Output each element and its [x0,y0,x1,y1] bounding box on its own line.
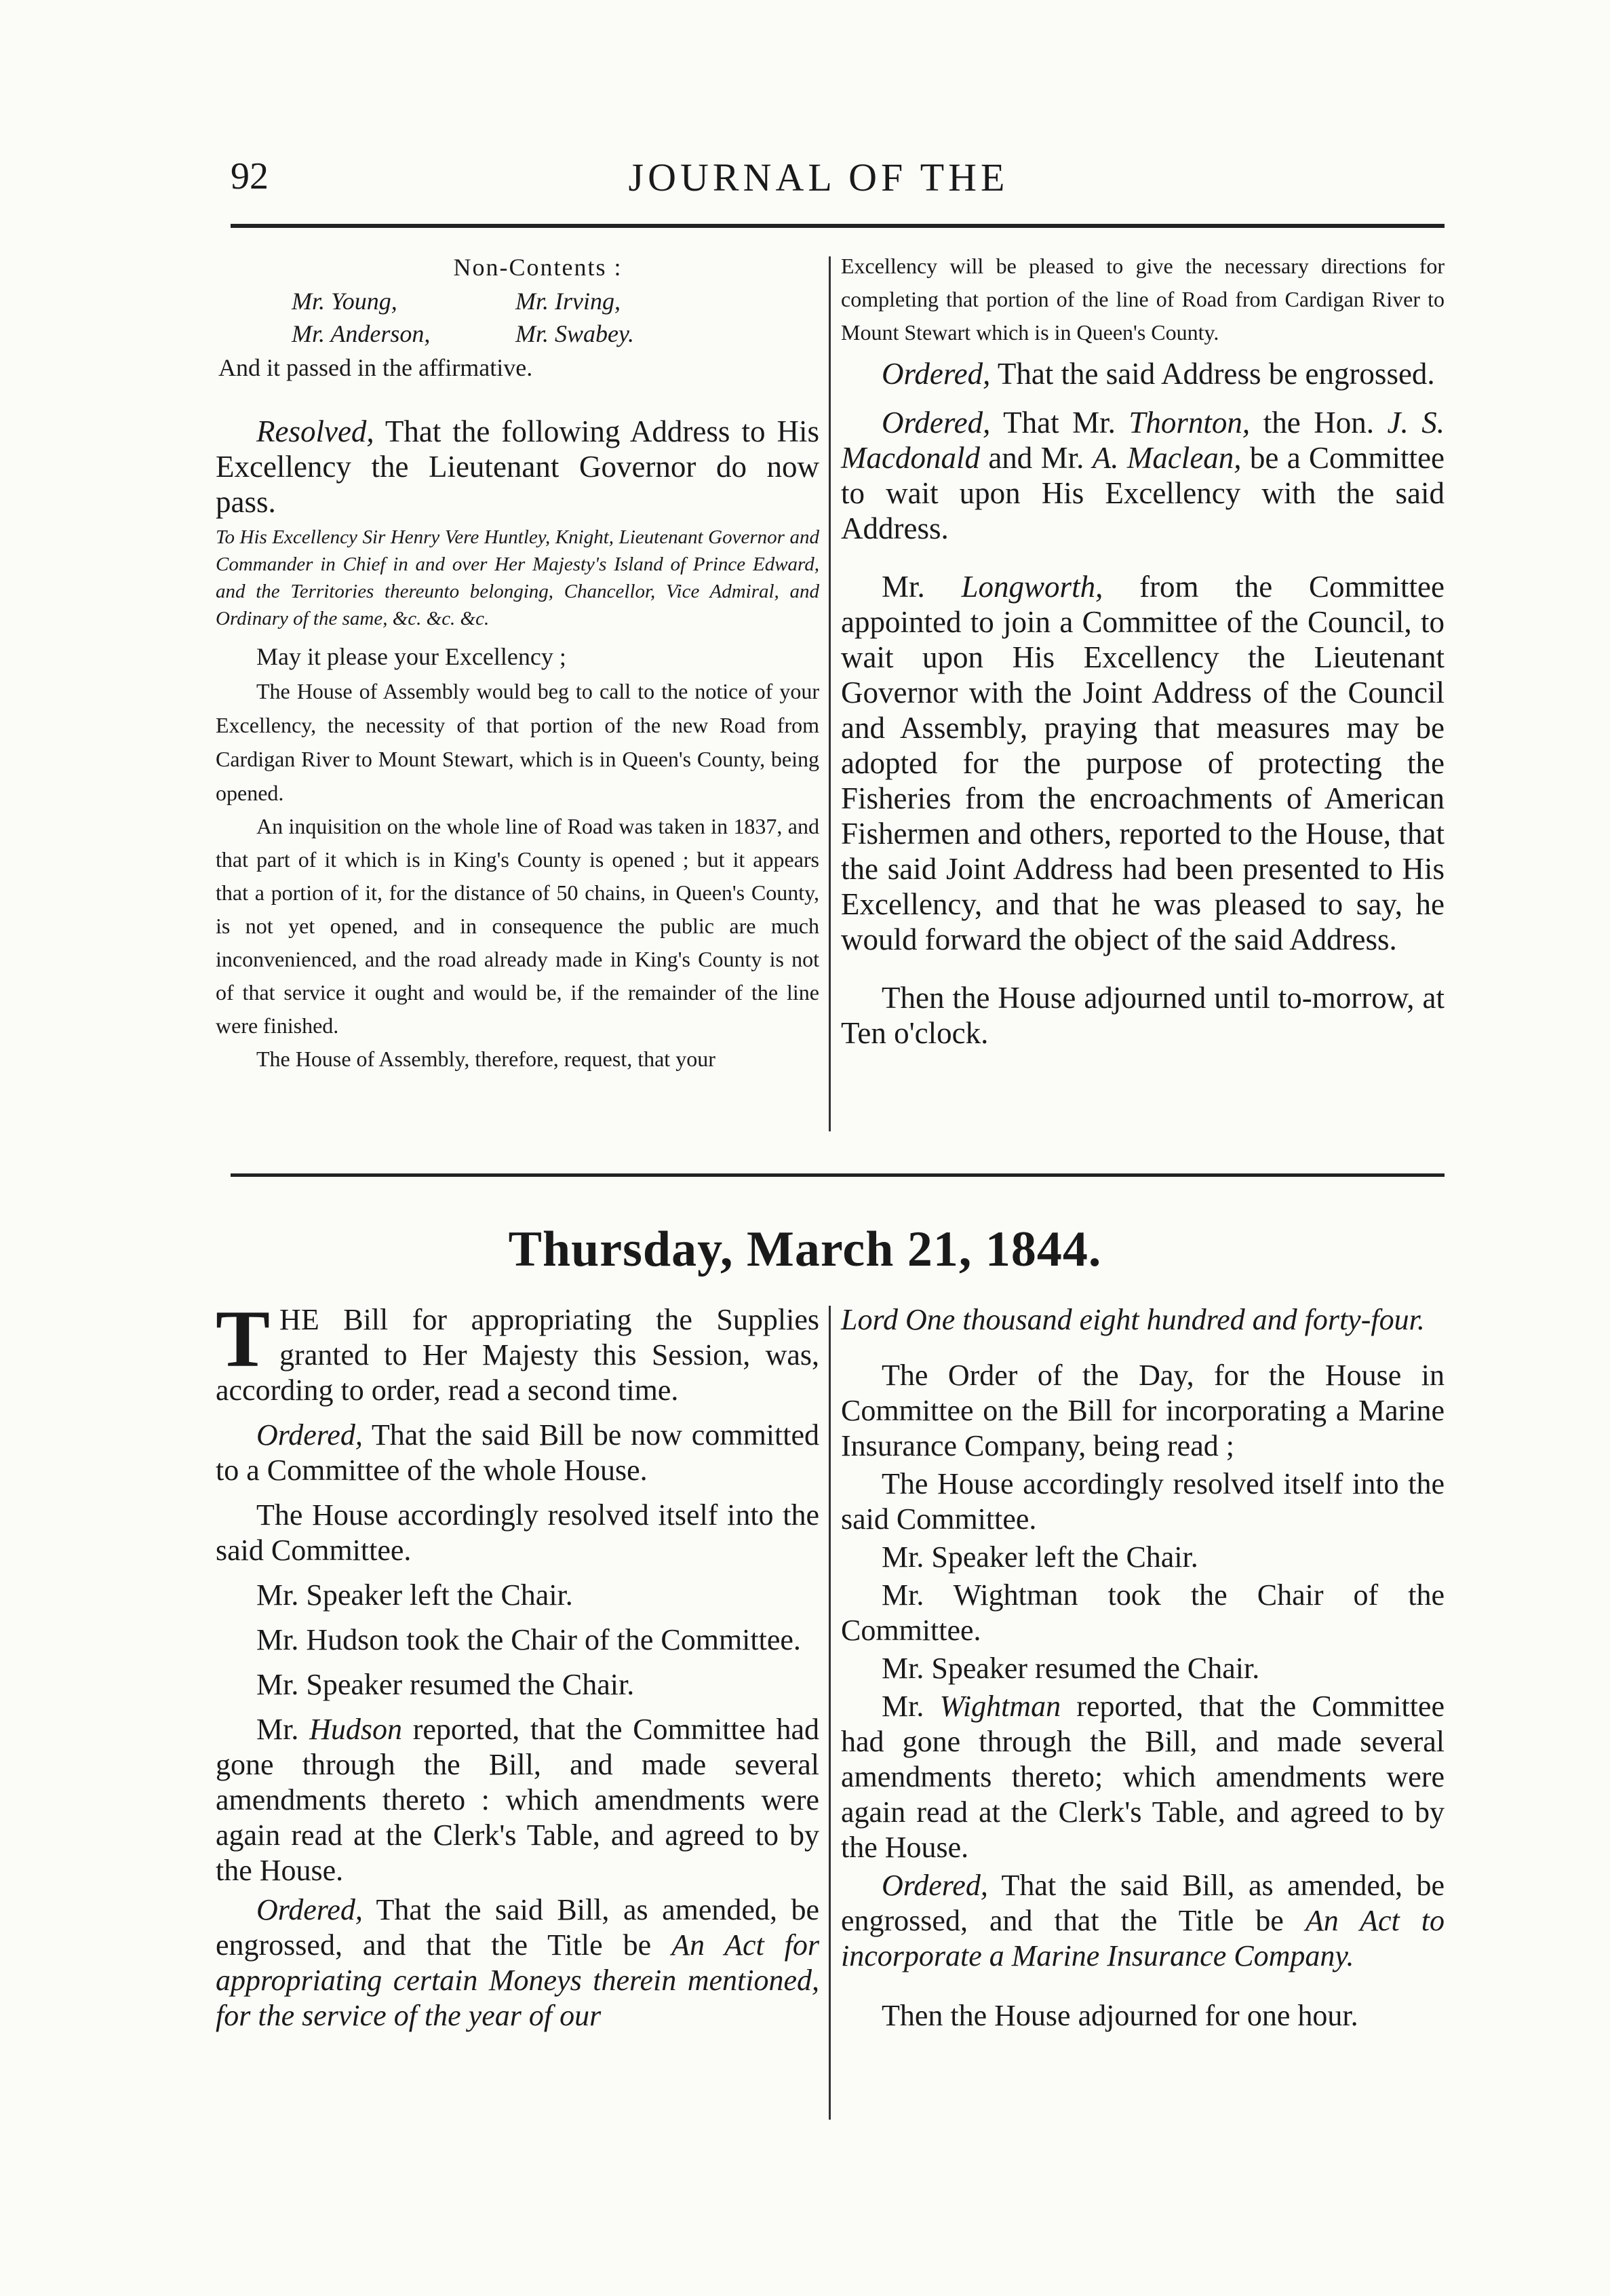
text-segment: That Mr. [990,406,1129,440]
text-segment: the Hon. [1250,406,1388,440]
paragraph-text: HE Bill for appropriating the Supplies granted to Her Majesty this Session, was, according to order, read a second time. [216,1303,819,1407]
ordered-text: That the said Address be engrossed. [990,357,1435,391]
member-name: J. S. Macdonald [841,406,1445,475]
salutation: May it please your Excellency ; [256,643,566,670]
text-segment: That the said Bill, as amended, be engrossed, and that the Title be [841,1869,1445,1937]
name-irving: Mr. Irving, [515,288,621,315]
member-name: Wightman [939,1690,1061,1723]
ordered-engrossed [841,356,1445,391]
bill-title: An Act to incorporate a Marine Insurance Company. [841,1904,1445,1972]
text-segment: Mr. [882,1690,940,1723]
name-anderson: Mr. Anderson, [292,320,431,347]
ordered-engrossed-bill [841,1868,1445,1974]
text-segment: That the said Bill, as amended, be engrossed, and that the Title be [216,1893,819,1962]
bill-title: An Act for appropriating certain Moneys therein mentioned, for the service of the year of our [216,1928,819,2032]
speaker-left: Mr. Speaker left the Chair. [256,1578,573,1612]
ordered-committee [841,405,1445,546]
resolved-text: That the following Address to His Excellency the Lieutenant Governor do now pass. [216,414,819,519]
hudson-report [216,1712,819,1888]
wightman-chair: Mr. Wightman took the Chair of the Committee. [841,1578,1445,1647]
header-rule [231,224,1445,228]
ordered-label: Ordered, [882,357,991,391]
ordered-label: Ordered, [882,1869,988,1902]
member-name: Thornton, [1128,406,1251,440]
adjourned-line: Then the House adjourned until to-morrow, at Ten o'clock. [841,981,1445,1050]
resolved-label: Resolved, [256,414,374,448]
wightman-report [841,1689,1445,1865]
date-heading: Thursday, March 21, 1844. [508,1222,1102,1277]
address-heading: To His Excellency Sir Henry Vere Huntley, Knight, Lieutenant Governor and Commander in Chief in and over Her Majesty's Island of Prince Edward, and the Territories thereunto belonging, Chancellor, Vice Admiral, and Ordinary of the same, &c. &c. &c. [216,526,819,629]
speaker-resumed: Mr. Speaker resumed the Chair. [882,1652,1260,1685]
page-number: 92 [231,155,269,197]
section-rule [231,1173,1445,1177]
ordered-engrossed-bill [216,1892,819,2034]
resolved-paragraph [216,414,819,520]
speaker-left: Mr. Speaker left the Chair. [882,1540,1198,1574]
member-name: Longworth, [961,570,1103,604]
ordered-label: Ordered, [256,1418,363,1452]
hudson-chair: Mr. Hudson took the Chair of the Committee. [256,1623,801,1656]
bottom-left-column [216,1293,819,2034]
top-left-column [216,250,819,1076]
top-right-column [841,250,1445,1051]
bill-second-reading [216,1293,819,1408]
name-swabey: Mr. Swabey. [515,320,634,347]
passed-line: And it passed in the affirmative. [218,354,533,381]
speaker-resumed: Mr. Speaker resumed the Chair. [256,1668,635,1701]
member-name: Hudson [309,1713,402,1746]
address-para-1: The House of Assembly would beg to call to the notice of your Excellency, the necessity of that portion of the new Road from Cardigan River to Mount Stewart, which is in Queen's County, being opened. [216,679,819,805]
text-segment: reported, that the Committee had gone through the Bill, and made several amendments thereto : which amendments were again read at the Clerk's Table, and agreed to by the House. [216,1713,819,1887]
order-of-day: The Order of the Day, for the House in Committee on the Bill for incorporating a Marine Insurance Company, being read ; [841,1359,1445,1462]
non-contents-label: Non-Contents : [453,254,623,281]
name-young: Mr. Young, [292,288,397,315]
ordered-label: Ordered, [882,406,991,440]
non-contents-names [216,285,819,350]
text-segment: Mr. [882,570,962,604]
member-name: A. Maclean, [1092,441,1242,475]
paragraph-text: That the said Bill be now committed to a Committee of the whole House. [216,1418,819,1487]
resolved-committee: The House accordingly resolved itself into the said Committee. [841,1467,1445,1536]
column-divider-bottom [829,1306,831,2120]
bottom-right-column [841,1302,1445,2034]
text-segment: be a Committee to wait upon His Excellency with the said Address. [841,441,1445,545]
running-title: JOURNAL OF THE [628,155,1009,199]
bill-title-continued: Lord One thousand eight hundred and forty-four. [841,1303,1425,1336]
address-para-2: An inquisition on the whole line of Road was taken in 1837, and that part of it which is in King's County is opened ; but it appears that a portion of it, for the distance of 50 chains, in Queen's County, is not yet opened, and in consequence the public are much inconvenienced, and the road already made in King's County is not of that service it ought and would be, if the remainder of the line were finished. [216,814,819,1038]
address-continuation: Excellency will be pleased to give the necessary directions for completing that portion of the line of Road from Cardigan River to Mount Stewart which is in Queen's County. [841,254,1445,345]
column-divider-top [829,256,831,1131]
resolved-committee: The House accordingly resolved itself into the said Committee. [216,1498,819,1567]
address-para-3: The House of Assembly, therefore, request, that your [256,1047,715,1071]
ordered-committed [216,1418,819,1488]
text-segment: and Mr. [979,441,1093,475]
adjourned-one-hour: Then the House adjourned for one hour. [882,1999,1358,2032]
longworth-report [841,569,1445,957]
drop-cap: T [216,1293,271,1384]
text-segment: from the Committee appointed to join a Committee of the Council, to wait upon His Excellency the Lieutenant Governor with the Joint Address of the Council and Assembly, praying that measures may be adopted for the purpose of protecting the Fisheries from the encroachments of American Fishermen and others, reported to the House, that the said Joint Address had been presented to His Excellency, and that he was pleased to say, he would forward the object of the said Address. [841,570,1445,956]
ordered-label: Ordered, [256,1893,363,1926]
text-segment: Mr. [256,1713,310,1746]
text-segment: reported, that the Committee had gone through the Bill, and made several amendments thereto; which amendments were again read at the Clerk's Table, and agreed to by the House. [841,1690,1445,1864]
